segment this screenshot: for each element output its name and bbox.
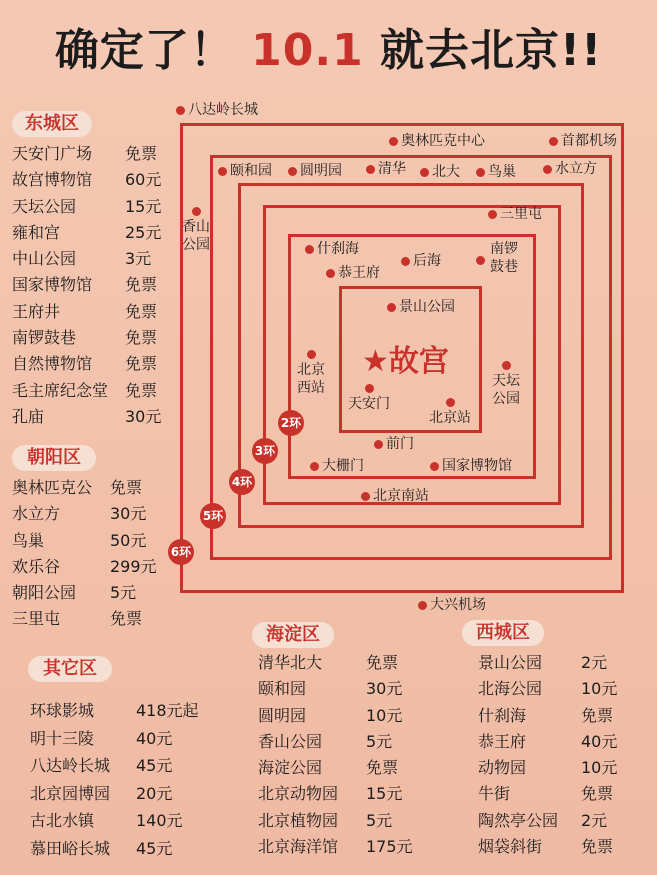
location-dot-icon [374, 440, 383, 449]
location-dot-icon [418, 601, 427, 610]
list-item [478, 676, 638, 702]
attraction-price: 免票 [125, 144, 158, 163]
place-name: 清华 [378, 161, 406, 177]
attraction-name: 水立方 [12, 504, 61, 524]
attraction-name: 环球影城 [30, 701, 95, 720]
map-label-pku [420, 164, 460, 180]
location-dot-icon [389, 137, 398, 146]
place-name: 颐和园 [230, 163, 272, 179]
place-name: 香山公园 [182, 219, 210, 253]
title-date: 10.1 [251, 25, 364, 76]
attraction-price: 15元 [125, 196, 162, 216]
list-item [258, 834, 433, 860]
location-dot-icon [310, 462, 319, 471]
list-item [478, 703, 638, 729]
list-item [478, 808, 638, 834]
attraction-price: 免票 [110, 609, 143, 629]
place-name: 北京西站 [297, 362, 325, 396]
list-item [12, 606, 172, 632]
map-label-summer-palace [218, 163, 272, 179]
attraction-name: 香山公园 [258, 731, 323, 751]
ring-label-5: 5环 [200, 503, 226, 529]
place-name: 天安门 [348, 396, 390, 412]
location-dot-icon [307, 350, 316, 359]
place-name: 恭王府 [338, 265, 380, 281]
attraction-price: 10元 [366, 705, 403, 725]
attraction-price: 免票 [110, 478, 143, 497]
attraction-price: 418元起 [136, 701, 199, 720]
list-item [12, 501, 172, 527]
attraction-name: 故宫博物馆 [12, 170, 93, 190]
attraction-price: 40元 [581, 731, 618, 751]
place-name: 北京站 [429, 410, 471, 426]
district-list-dongcheng [12, 141, 182, 430]
attraction-name: 清华北大 [258, 653, 323, 672]
attraction-name: 孔庙 [12, 406, 45, 426]
list-item [30, 752, 220, 780]
list-item [12, 475, 172, 501]
attraction-name: 朝阳公园 [12, 583, 77, 603]
attraction-name: 北京植物园 [258, 810, 339, 830]
attraction-price: 10元 [581, 758, 618, 778]
district-pill-other: 其它区 [28, 656, 112, 682]
attraction-price: 175元 [366, 837, 413, 857]
attraction-name: 什刹海 [478, 705, 527, 725]
attraction-price: 30元 [125, 406, 162, 426]
place-name: 天坛公园 [492, 373, 520, 407]
ring-label-4: 4环 [229, 469, 255, 495]
attraction-price: 2元 [581, 810, 608, 830]
attraction-price: 45元 [136, 838, 173, 858]
map-label-beijing-south [361, 488, 429, 504]
attraction-price: 50元 [110, 530, 147, 550]
attraction-price: 40元 [136, 728, 173, 748]
place-name: 南锣鼓巷 [490, 241, 518, 275]
list-item [30, 725, 220, 753]
list-item [258, 650, 433, 676]
attraction-price: 5元 [366, 810, 393, 830]
attraction-name: 动物园 [478, 758, 527, 778]
title-part3: 就去北京!! [380, 25, 603, 76]
attraction-price: 140元 [136, 811, 183, 831]
map-label-xiangshan [181, 207, 211, 254]
list-item [258, 703, 433, 729]
attraction-name: 颐和园 [258, 679, 307, 699]
location-dot-icon [288, 167, 297, 176]
list-item [12, 299, 182, 325]
attraction-price: 5元 [366, 731, 393, 751]
list-item [478, 834, 638, 860]
attraction-price: 45元 [136, 756, 173, 776]
list-item [12, 272, 182, 298]
attraction-name: 王府井 [12, 301, 61, 321]
list-item [30, 780, 220, 808]
attraction-price: 15元 [366, 784, 403, 804]
attraction-name: 景山公园 [478, 653, 543, 672]
map-label-badaling [176, 102, 258, 118]
map-label-airport [549, 133, 617, 149]
list-item [12, 378, 182, 404]
map-label-shichahai [305, 241, 359, 257]
map-label-gongwangfu [326, 265, 380, 281]
map-label-olympic [389, 133, 485, 149]
map-label-nanluo [487, 240, 521, 276]
place-name: 北大 [432, 164, 460, 180]
map-label-beijing-station [425, 398, 475, 427]
attraction-name: 圆明园 [258, 705, 307, 725]
place-name: 大兴机场 [430, 597, 486, 613]
place-name: 大栅门 [322, 458, 364, 474]
attraction-price: 免票 [366, 653, 399, 672]
location-dot-icon [365, 384, 374, 393]
map-label-tiananmen [344, 384, 394, 413]
attraction-name: 天坛公园 [12, 196, 77, 216]
map-label-birdnest [476, 164, 516, 180]
list-item [478, 781, 638, 807]
attraction-name: 自然博物馆 [12, 354, 93, 374]
location-dot-icon [430, 462, 439, 471]
list-item [12, 554, 172, 580]
attraction-name: 天安门广场 [12, 144, 93, 163]
attraction-name: 欢乐谷 [12, 556, 61, 576]
map-label-jingshan [387, 299, 455, 315]
place-name: 首都机场 [561, 133, 617, 149]
map-label-watercube [543, 161, 597, 177]
map-label-daxing [418, 597, 486, 613]
place-name: 国家博物馆 [442, 458, 512, 474]
attraction-price: 免票 [125, 301, 158, 321]
place-name: 圆明园 [300, 163, 342, 179]
location-dot-icon [361, 492, 370, 501]
attraction-price: 免票 [581, 784, 614, 804]
attraction-name: 明十三陵 [30, 728, 95, 748]
ring-label-2: 2环 [278, 410, 304, 436]
attraction-name: 陶然亭公园 [478, 810, 559, 830]
list-item [30, 807, 220, 835]
attraction-name: 八达岭长城 [30, 756, 111, 776]
center-label: 故宫 [388, 344, 449, 379]
attraction-name: 奥林匹克公 [12, 478, 93, 497]
map-center [362, 336, 449, 380]
list-item [258, 781, 433, 807]
map-dot-nanluo [476, 256, 488, 265]
attraction-price: 免票 [581, 705, 614, 725]
list-item [30, 835, 220, 863]
map-label-tiantan [490, 361, 522, 408]
location-dot-icon [420, 168, 429, 177]
attraction-name: 北海公园 [478, 679, 543, 699]
star-icon: ★ [362, 344, 389, 379]
map-label-tsinghua [366, 161, 406, 177]
location-dot-icon [305, 245, 314, 254]
list-item [258, 808, 433, 834]
title-part1: 确定了！ [54, 25, 235, 76]
attraction-name: 南锣鼓巷 [12, 328, 77, 348]
place-name: 后海 [413, 253, 441, 269]
location-dot-icon [387, 303, 396, 312]
ring-label-3: 3环 [252, 438, 278, 464]
attraction-name: 鸟巢 [12, 530, 45, 550]
place-name: 北京南站 [373, 488, 429, 504]
list-item [12, 351, 182, 377]
district-pill-dongcheng: 东城区 [12, 111, 92, 137]
list-item [258, 729, 433, 755]
place-name: 什刹海 [317, 241, 359, 257]
attraction-name: 三里屯 [12, 609, 61, 629]
attraction-name: 北京动物园 [258, 784, 339, 804]
attraction-name: 恭王府 [478, 731, 527, 751]
list-item [12, 220, 182, 246]
district-pill-chaoyang: 朝阳区 [12, 445, 96, 471]
attraction-price: 30元 [110, 504, 147, 524]
attraction-price: 免票 [125, 275, 158, 295]
location-dot-icon [543, 165, 552, 174]
attraction-name: 海淀公园 [258, 758, 323, 778]
attraction-name: 牛街 [478, 784, 511, 804]
location-dot-icon [218, 167, 227, 176]
list-item [258, 676, 433, 702]
location-dot-icon [326, 269, 335, 278]
place-name: 景山公园 [399, 299, 455, 315]
location-dot-icon [446, 398, 455, 407]
list-item [12, 528, 172, 554]
attraction-price: 20元 [136, 783, 173, 803]
place-name: 水立方 [555, 161, 597, 177]
list-item [478, 755, 638, 781]
place-name: 鸟巢 [488, 164, 516, 180]
location-dot-icon [192, 207, 201, 216]
map-label-qianmen [374, 436, 414, 452]
attraction-price: 免票 [581, 837, 614, 857]
attraction-price: 免票 [125, 354, 158, 374]
list-item [12, 404, 182, 430]
list-item [478, 650, 638, 676]
district-list-xicheng [478, 650, 638, 860]
attraction-name: 慕田峪长城 [30, 838, 111, 858]
list-item [12, 325, 182, 351]
attraction-price: 免票 [366, 758, 399, 778]
attraction-price: 免票 [125, 328, 158, 348]
location-dot-icon [176, 106, 185, 115]
attraction-name: 烟袋斜街 [478, 837, 543, 857]
map-label-museum [430, 458, 512, 474]
location-dot-icon [476, 168, 485, 177]
list-item [12, 580, 172, 606]
list-item [12, 167, 182, 193]
district-list-chaoyang [12, 475, 172, 633]
list-item [30, 697, 220, 725]
attraction-name: 北京园博园 [30, 783, 111, 803]
attraction-price: 2元 [581, 653, 608, 672]
location-dot-icon [401, 257, 410, 266]
attraction-price: 25元 [125, 222, 162, 242]
place-name: 三里屯 [500, 206, 542, 222]
place-name: 前门 [386, 436, 414, 452]
location-dot-icon [488, 210, 497, 219]
map-label-houhai [401, 253, 441, 269]
district-pill-xicheng: 西城区 [462, 620, 544, 646]
place-name: 奥林匹克中心 [401, 133, 485, 149]
map-label-dashilan [310, 458, 364, 474]
location-dot-icon [502, 361, 511, 370]
location-dot-icon [366, 165, 375, 174]
attraction-price: 60元 [125, 170, 162, 190]
attraction-price: 5元 [110, 583, 137, 603]
location-dot-icon [549, 137, 558, 146]
list-item [12, 141, 182, 167]
list-item [12, 246, 182, 272]
attraction-name: 中山公园 [12, 249, 77, 269]
attraction-name: 北京海洋馆 [258, 837, 339, 857]
attraction-price: 免票 [125, 380, 158, 400]
district-pill-haidian: 海淀区 [252, 622, 334, 648]
ring-label-6: 6环 [168, 539, 194, 565]
map-label-yuanmingyuan [288, 163, 342, 179]
list-item [478, 729, 638, 755]
attraction-price: 30元 [366, 679, 403, 699]
list-item [258, 755, 433, 781]
attraction-price: 10元 [581, 679, 618, 699]
attraction-name: 雍和宫 [12, 222, 61, 242]
map-label-sanlitun [488, 206, 542, 222]
list-item [12, 194, 182, 220]
attraction-price: 299元 [110, 556, 157, 576]
attraction-name: 古北水镇 [30, 811, 95, 831]
attraction-name: 国家博物馆 [12, 275, 93, 295]
location-dot-icon [476, 256, 485, 265]
attraction-price: 3元 [125, 249, 152, 269]
district-list-other [30, 697, 220, 863]
place-name: 八达岭长城 [188, 102, 258, 118]
map-label-beijing-west [295, 350, 327, 397]
district-list-haidian [258, 650, 433, 860]
attraction-name: 毛主席纪念堂 [12, 380, 109, 400]
